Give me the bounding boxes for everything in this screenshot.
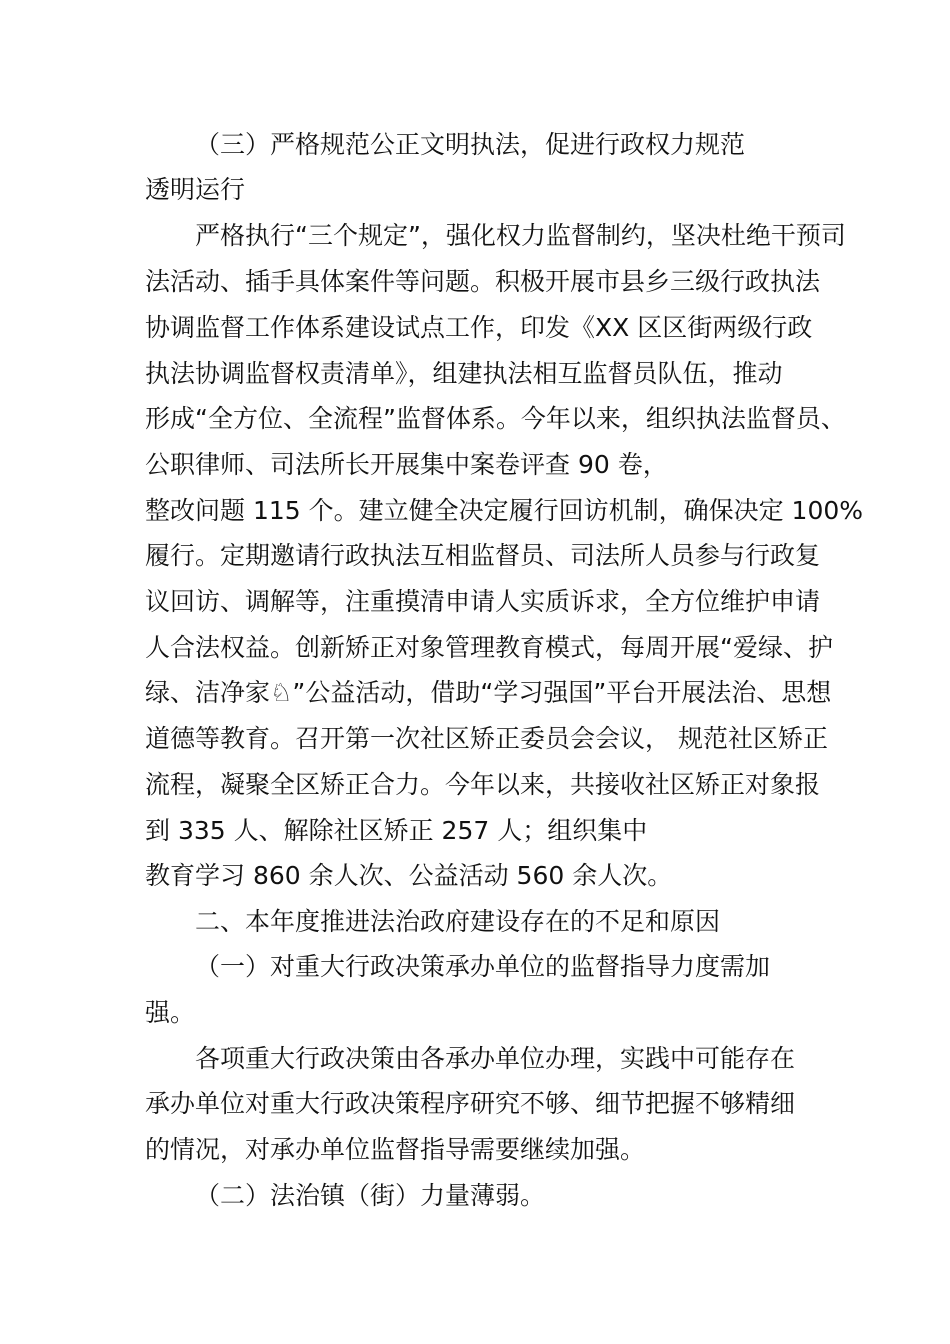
paragraph-line: 承办单位对重大行政决策程序研究不够、细节把握不够精细 — [145, 1089, 796, 1118]
paragraph-line: 的情况，对承办单位监督指导需要继续加强。 — [145, 1135, 646, 1164]
paragraph-line: 执法协调监督权责清单》，组建执法相互监督员队伍，推动 — [145, 359, 783, 388]
paragraph-line: 教育学习 860 余人次、公益活动 560 余人次。 — [145, 861, 673, 890]
paragraph-line: 道德等教育。召开第一次社区矫正委员会会议， 规范社区矫正 — [145, 724, 828, 753]
section-heading-3: （三）严格规范公正文明执法，促进行政权力规范 — [195, 130, 746, 159]
paragraph-line: 形成“全方位、全流程”监督体系。今年以来，组织执法监督员、 — [145, 404, 846, 433]
paragraph-line: 严格执行“三个规定”，强化权力监督制约，坚决杜绝干预司 — [195, 221, 846, 250]
paragraph-line: 各项重大行政决策由各承办单位办理，实践中可能存在 — [195, 1044, 796, 1073]
paragraph-line: 议回访、调解等，注重摸清申请人实质诉求，全方位维护申请 — [145, 587, 821, 616]
subsection-heading-2: （二）法治镇（街）力量薄弱。 — [195, 1181, 546, 1210]
paragraph-line: 协调监督工作体系建设试点工作，印发《XX 区区街两级行政 — [145, 313, 813, 342]
section-heading-2: 二、本年度推进法治政府建设存在的不足和原因 — [195, 907, 721, 936]
paragraph-line: 法活动、插手具体案件等问题。积极开展市县乡三级行政执法 — [145, 267, 821, 296]
section-heading-3-cont: 透明运行 — [145, 175, 246, 204]
paragraph-line: 绿、洁净家♘”公益活动，借助“学习强国”平台开展法治、思想 — [145, 678, 832, 707]
paragraph-line: 履行。定期邀请行政执法互相监督员、司法所人员参与行政复 — [145, 541, 821, 570]
subsection-heading-1: （一）对重大行政决策承办单位的监督指导力度需加 — [195, 952, 771, 981]
paragraph-line: 整改问题 115 个。建立健全决定履行回访机制，确保决定 100% — [145, 496, 864, 525]
subsection-heading-1-cont: 强。 — [145, 998, 196, 1027]
paragraph-line: 人合法权益。创新矫正对象管理教育模式，每周开展“爱绿、护 — [145, 633, 833, 662]
paragraph-line: 公职律师、司法所长开展集中案卷评查 90 卷， — [145, 450, 668, 479]
paragraph-line: 流程，凝聚全区矫正合力。今年以来，共接收社区矫正对象报 — [145, 770, 821, 799]
paragraph-line: 到 335 人、解除社区矫正 257 人；组织集中 — [145, 816, 648, 845]
